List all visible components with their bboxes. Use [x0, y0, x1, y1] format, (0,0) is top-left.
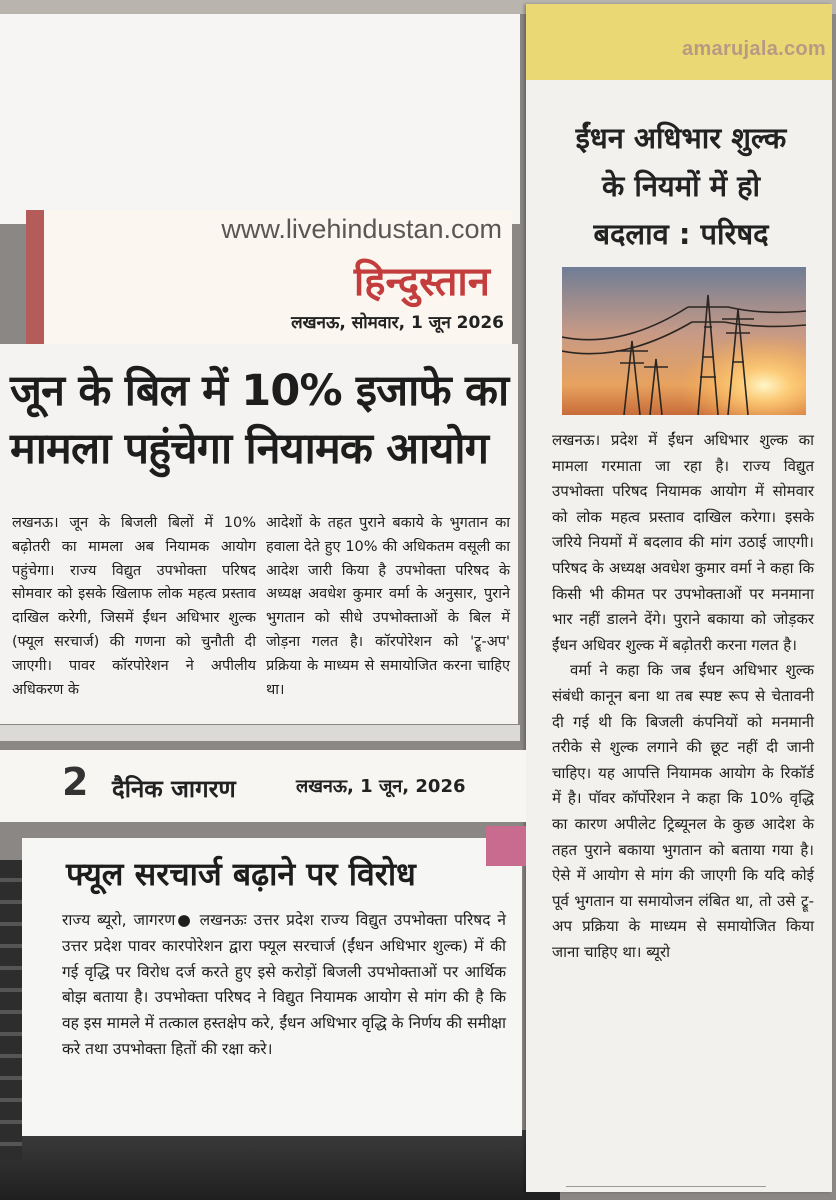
hindustan-article [0, 344, 518, 724]
page-separator [0, 725, 520, 741]
clipping-cut-line [566, 1186, 766, 1191]
jagran-dateline: लखनऊ, 1 जून, 2026 [296, 776, 466, 797]
jagran-page-number: 2 [62, 760, 89, 804]
amar-ujala-paragraph: वर्मा ने कहा कि जब ईंधन अधिभार शुल्क संबंधी कानून बना था तब स्पष्ट रूप से चेतावनी दी गई थी कि बिजली कंपनियों को मनमानी तरीके से शुल्क लगाने की छूट नहीं दी जानी चाहिए। यह आपत्ति नियामक आयोग के रिकॉर्ड में है। पॉवर कॉर्पोरेशन ने कहा कि 10% वृद्धि का कारण अपीलेट ट्रिब्यूनल के कुछ आदेश के तहत पुराने बकाया भुगतान को बताया गया है। ऐसे में आयोग से मांग की जाएगी कि यदि कोई पूर्व भुगतान या समायोजन लंबित था, तो उसे ट्रू-अप प्रक्रिया के माध्यम से समायोजित किया जाना चाहिए था। ब्यूरो [552, 661, 814, 961]
amar-ujala-logo: amarujala.com [682, 38, 826, 60]
amar-ujala-headline [538, 114, 824, 258]
hindustan-logo: हिन्दुस्तान [353, 259, 490, 305]
jagran-article [22, 838, 522, 1136]
power-tower-photo [562, 267, 806, 415]
hindustan-dateline: लखनऊ, सोमवार, 1 जून 2026 [291, 313, 504, 333]
amar-ujala-headline-line: ईंधन अधिभार शुल्क [575, 121, 787, 155]
jagran-headline: फ्यूल सरचार्ज बढ़ाने पर विरोध [66, 855, 416, 893]
amar-ujala-headline-line: के नियमों में हो [601, 169, 761, 203]
hindustan-red-bar [26, 210, 44, 344]
amar-ujala-headline-line: बदलाव : परिषद [593, 217, 769, 251]
jagran-article-body: राज्य ब्यूरो, जागरण● लखनऊः उत्तर प्रदेश राज्य विद्युत उपभोक्ता परिषद ने उत्तर प्रदेश पावर कारपोरेशन द्वारा फ्यूल सरचार्ज (ईंधन अधिभार शुल्क) में की गई वृद्धि पर विरोध दर्ज करते हुए इसे करोड़ों बिजली उपभोक्ताओं पर आर्थिक बोझ बताया है। उपभोक्ता परिषद ने विद्युत नियामक आयोग से मांग की है कि वह इस मामले में तत्काल हस्तक्षेप करे, ईंधन अधिभार वृद्धि के निर्णय की समीक्षा करे तथा उपभोक्ता हितों की रक्षा करे। [62, 911, 506, 1058]
background-left-strip [0, 860, 22, 1160]
pink-sticky-note [486, 826, 526, 866]
hindustan-masthead [26, 210, 512, 344]
jagran-logo: दैनिक जागरण [112, 775, 236, 803]
amar-ujala-paragraph: लखनऊ। प्रदेश में ईंधन अधिभार शुल्क का मामला गरमाता जा रहा है। राज्य विद्युत उपभोक्ता परिषद नियामक आयोग में सोमवार को लोक महत्व प्रस्ताव दाखिल करेगा। इसके जरिये नियमों में बदलाव की मांग उठाई जाएगी। परिषद के अध्यक्ष अवधेश कुमार वर्मा ने कहा कि किसी भी कीमत पर उपभोक्ताओं पर मनमाना भार नहीं डालने देंगे। पुराने बकाया को जोड़कर ईंधन अधिवर शुल्क में बढ़ोतरी करना गलत है। [552, 431, 814, 654]
hindustan-headline-line: मामला पहुंचेगा नियामक आयोग [10, 424, 489, 474]
background-bottom [0, 1130, 560, 1200]
hindustan-column-2: आदेशों के तहत पुराने बकाये के भुगतान का हवाला देते हुए 10% की अधिकतम वसूली का आदेश जारी किया है उपभोक्ता परिषद के अध्यक्ष अवधेश कुमार वर्मा के अनुसार, पुराने भुगतान को सीधे उपभोक्ताओं के बिल में जोड़ना गलत है। कॉरपोरेशन को 'ट्रू-अप' प्रक्रिया के माध्यम से समायोजित करना चाहिए था। [266, 515, 510, 698]
amar-ujala-masthead-band [526, 4, 832, 80]
hindustan-headline-line: जून के बिल में 10% इजाफे का [10, 366, 509, 416]
amar-ujala-clipping [526, 4, 832, 1192]
amar-ujala-article-body [552, 428, 814, 965]
hindustan-blank-paper [0, 14, 520, 224]
jagran-masthead [0, 750, 526, 822]
hindustan-headline [10, 362, 518, 478]
hindustan-column-1: लखनऊ। जून के बिजली बिलों में 10% बढ़ोतरी का मामला अब नियामक आयोग पहुंचेगा। राज्य विद्युत उपभोक्ता परिषद सोमवार को इसके खिलाफ लोक महत्व प्रस्ताव दाखिल करेगी, जिसमें ईंधन अधिभार शुल्क (फ्यूल सरचार्ज) की गणना को चुनौती दी जाएगी। पावर कॉरपोरेशन ने अपीलीय अधिकरण के [12, 515, 256, 698]
hindustan-url: www.livehindustan.com [221, 214, 502, 244]
